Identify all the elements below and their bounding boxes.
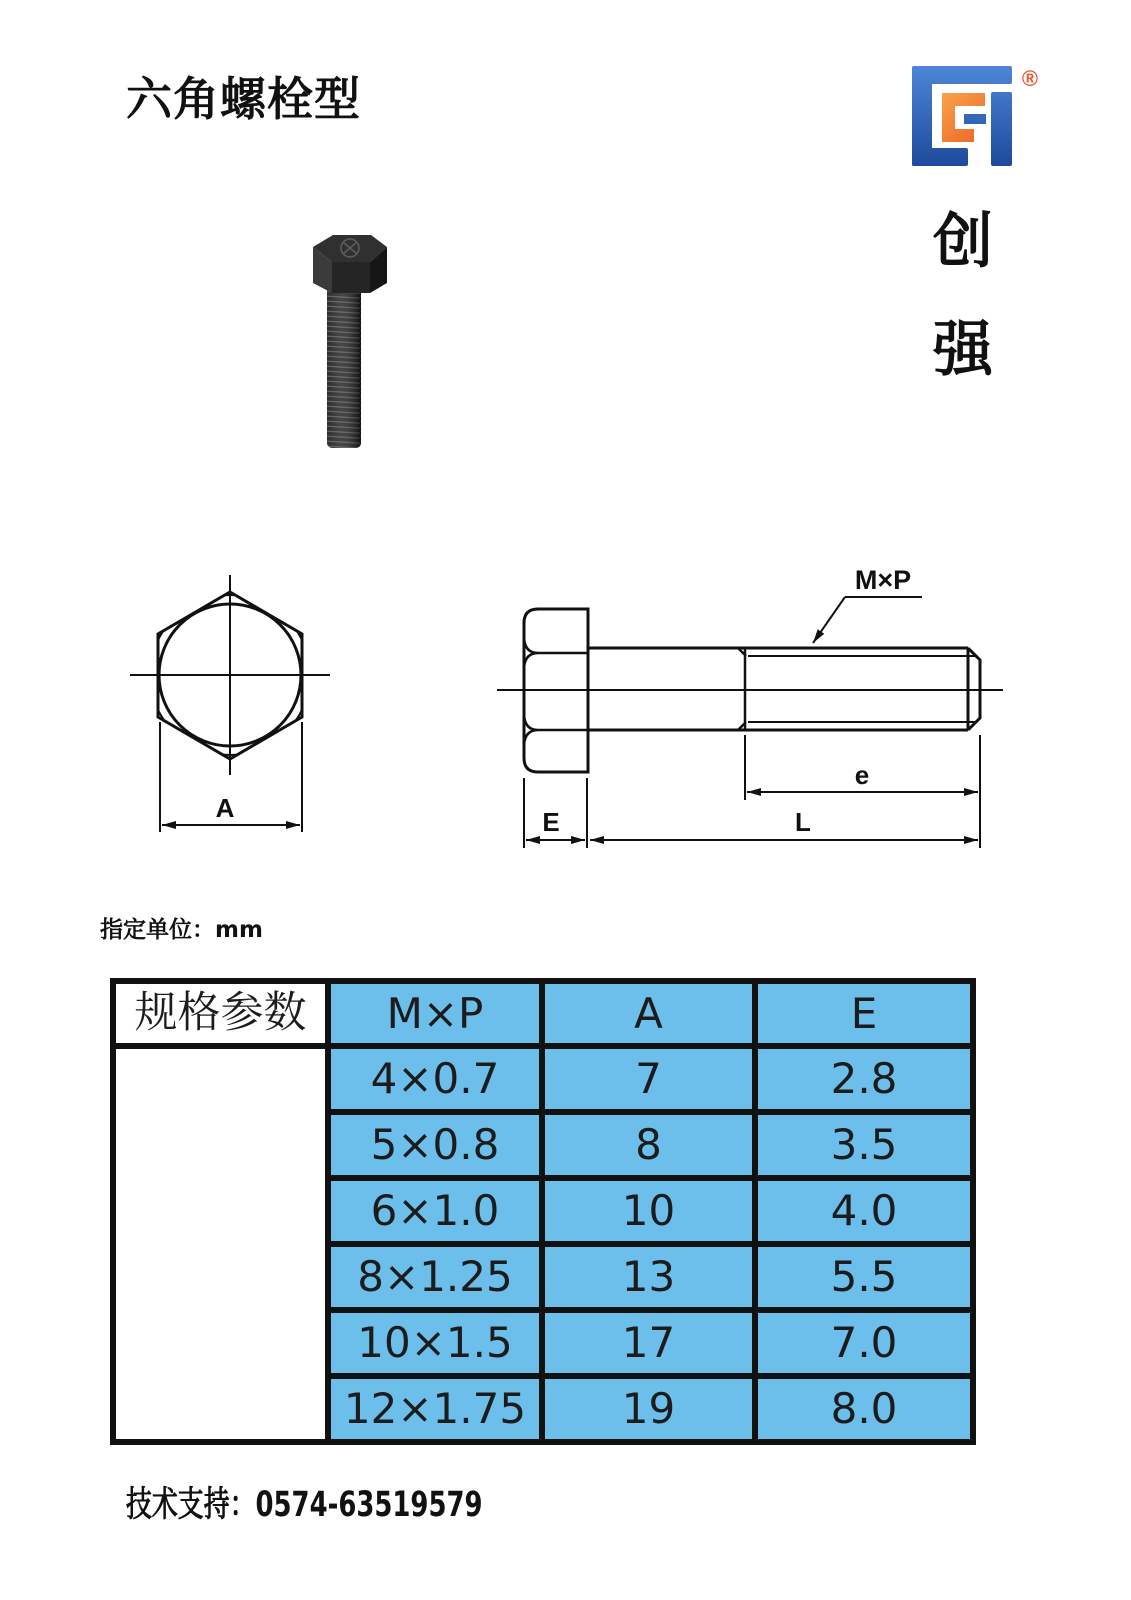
thread-leader-arrow [813,597,845,643]
header-e: E [755,981,973,1046]
dimension-label-thread-length: e [854,760,870,790]
thread-label: M×P [854,565,912,595]
cell-e: 7.0 [755,1310,973,1376]
cell-a: 7 [542,1046,755,1112]
table-row [113,1046,973,1112]
dimension-label-head-height: E [542,807,560,837]
cell-mp: 8×1.25 [328,1244,542,1310]
front-view-drawing [130,575,330,832]
brand-name-char-1: 创 [933,207,993,277]
spec-table [110,978,976,1445]
spec-empty-cell [113,1046,328,1442]
cell-e: 3.5 [755,1112,973,1178]
unit-label: 指定单位：mm [100,917,263,943]
cell-mp: 12×1.75 [328,1376,542,1442]
cell-a: 8 [542,1112,755,1178]
cell-a: 10 [542,1178,755,1244]
cell-a: 19 [542,1376,755,1442]
support-phone-line: 技术支持：0574-63519579 [126,1485,483,1525]
cell-e: 2.8 [755,1046,973,1112]
page-title: 六角螺栓型 [126,72,361,126]
cell-mp: 4×0.7 [328,1046,542,1112]
cell-e: 4.0 [755,1178,973,1244]
dimension-label-length: L [795,807,811,837]
bolt-head-front-face [332,262,370,293]
table-header-row [113,981,973,1046]
cell-a: 17 [542,1310,755,1376]
dimension-label-a: A [215,793,235,823]
registered-mark: ® [1021,66,1039,91]
header-mp: M×P [328,981,542,1046]
cell-e: 5.5 [755,1244,973,1310]
side-view-drawing [497,565,1003,848]
bolt-photo [313,235,387,448]
brand-name-char-2: 强 [933,315,993,385]
header-a: A [542,981,755,1046]
cell-mp: 6×1.0 [328,1178,542,1244]
header-spec: 规格参数 [113,981,328,1046]
cell-mp: 5×0.8 [328,1112,542,1178]
cell-mp: 10×1.5 [328,1310,542,1376]
brand-logo-icon [912,66,1012,166]
cell-e: 8.0 [755,1376,973,1442]
cell-a: 13 [542,1244,755,1310]
